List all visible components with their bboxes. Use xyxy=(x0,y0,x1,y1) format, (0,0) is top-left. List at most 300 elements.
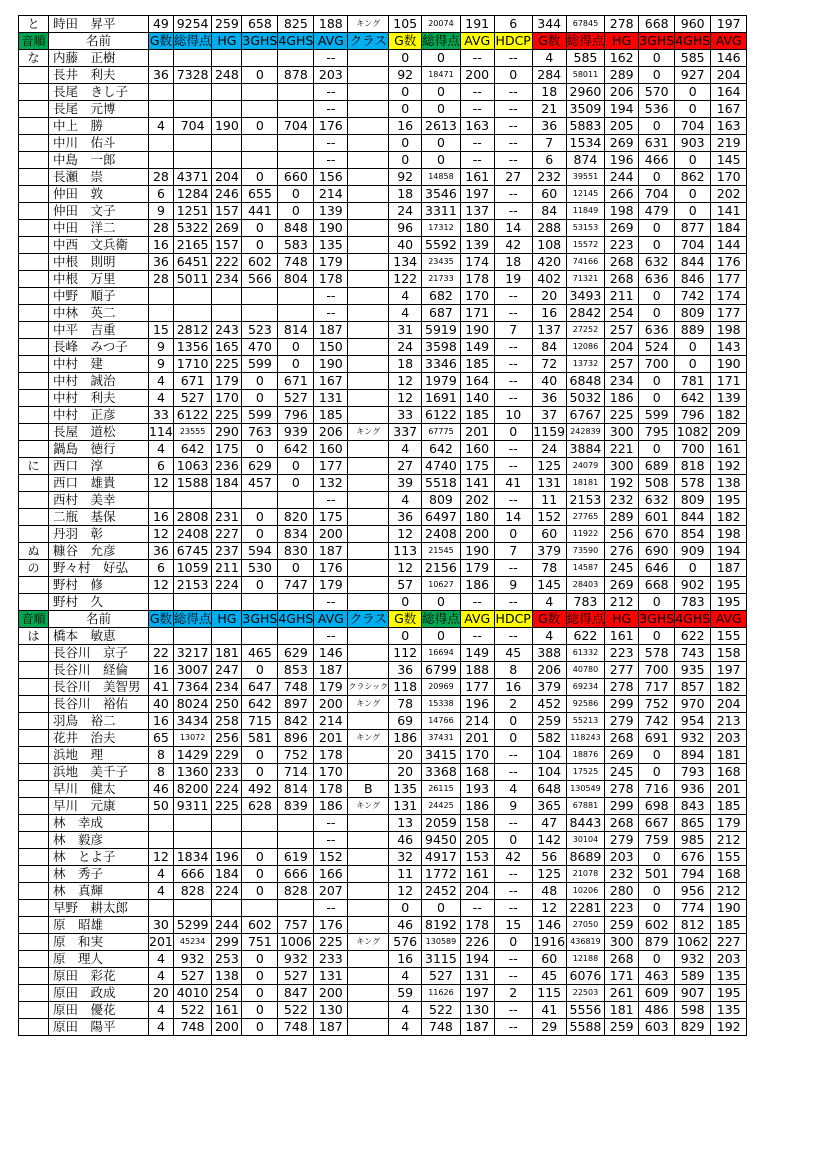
average-cell: 203 xyxy=(314,67,348,84)
cum-average-cell: 177 xyxy=(711,271,747,288)
period-total-cell: 6799 xyxy=(422,662,461,679)
cum-high-game-cell: 211 xyxy=(605,288,639,305)
cum-g-count-cell: 648 xyxy=(532,781,566,798)
3g-high-cell: 0 xyxy=(242,237,278,254)
initial-cell xyxy=(19,917,49,934)
name-cell: 長谷川 京子 xyxy=(49,645,149,662)
4g-high-cell: 527 xyxy=(278,390,314,407)
3g-high-cell: 465 xyxy=(242,645,278,662)
g-count-cell: 12 xyxy=(149,849,174,866)
cum-4g-high-cell: 985 xyxy=(675,832,711,849)
cum-average-cell: 203 xyxy=(711,951,747,968)
cum-total-cell: 67845 xyxy=(566,16,605,33)
cum-average-cell: 192 xyxy=(711,1019,747,1036)
g-count-cell: 8 xyxy=(149,747,174,764)
class-cell xyxy=(348,288,389,305)
table-row xyxy=(19,67,747,84)
3g-high-cell: 0 xyxy=(242,968,278,985)
cum-total-cell: 6848 xyxy=(566,373,605,390)
cum-4g-high-cell: 844 xyxy=(675,509,711,526)
initial-cell xyxy=(19,271,49,288)
3g-high-cell xyxy=(242,50,278,67)
table-row xyxy=(19,356,747,373)
high-game-cell xyxy=(212,152,242,169)
average-cell: 200 xyxy=(314,526,348,543)
cum-g-count-cell: 37 xyxy=(532,407,566,424)
3g-high-cell: 751 xyxy=(242,934,278,951)
period-total-cell: 4740 xyxy=(422,458,461,475)
4g-high-cell: 629 xyxy=(278,645,314,662)
cum-3g-high-cell: 466 xyxy=(639,152,675,169)
g-count-cell: 114 xyxy=(149,424,173,439)
cum-average-cell: 204 xyxy=(711,67,747,84)
class-cell xyxy=(348,509,389,526)
cum-g-count-cell: 60 xyxy=(532,526,566,543)
high-game-cell: 234 xyxy=(212,271,242,288)
cum-3g-high-cell: 0 xyxy=(639,441,675,458)
4g-high-cell: 642 xyxy=(278,441,314,458)
g-count-cell: 15 xyxy=(149,322,174,339)
class-cell xyxy=(348,560,389,577)
initial-cell: ぬ xyxy=(19,543,49,560)
total-score-cell: 2153 xyxy=(173,577,212,594)
total-score-cell: 9311 xyxy=(173,798,212,815)
cum-total-cell: 61332 xyxy=(566,645,605,662)
cum-average-cell: 167 xyxy=(711,101,747,118)
cum-g-count-cell: 379 xyxy=(532,543,566,560)
high-game-cell xyxy=(212,492,242,509)
name-cell: 花井 治夫 xyxy=(49,730,149,747)
header-total-score: 総得点 xyxy=(173,33,212,48)
4g-high-cell: 704 xyxy=(278,118,314,135)
initial-cell xyxy=(19,84,49,101)
period-total-cell: 4917 xyxy=(422,849,461,866)
initial-cell xyxy=(19,968,49,985)
name-cell: 鍋島 徳行 xyxy=(49,441,149,458)
period-total-cell: 21545 xyxy=(422,543,461,560)
period-total-cell: 522 xyxy=(422,1002,461,1019)
period-total-cell: 8192 xyxy=(422,917,461,934)
cum-high-game-cell: 198 xyxy=(605,203,639,220)
cum-total-cell: 74166 xyxy=(566,254,605,271)
4g-high-cell xyxy=(278,84,314,101)
cum-high-game-cell: 181 xyxy=(605,1002,639,1019)
cum-4g-high-cell: 781 xyxy=(675,373,711,390)
cum-high-game-cell: 268 xyxy=(605,951,639,968)
g-count-cell: 4 xyxy=(149,441,174,458)
total-score-cell: 5011 xyxy=(173,271,212,288)
cum-total-cell: 27765 xyxy=(566,509,605,526)
3g-high-cell: 0 xyxy=(242,67,278,84)
total-score-cell: 8200 xyxy=(173,781,212,798)
cum-total-cell: 118243 xyxy=(566,730,605,747)
cum-high-game-cell: 278 xyxy=(605,781,639,798)
handicap-cell: -- xyxy=(494,373,532,390)
cum-3g-high-cell: 0 xyxy=(639,67,675,84)
cum-g-count-cell: 45 xyxy=(532,968,566,985)
average-cell: 177 xyxy=(314,458,348,475)
cum-average-cell: 168 xyxy=(711,866,747,883)
cum-average-cell: 143 xyxy=(711,339,747,356)
g-count-cell: 49 xyxy=(149,16,174,33)
cum-high-game-cell: 300 xyxy=(605,458,639,475)
total-score-cell: 1251 xyxy=(173,203,212,220)
cum-4g-high-cell: 818 xyxy=(675,458,711,475)
cum-3g-high-cell: 479 xyxy=(639,203,675,220)
cum-3g-high-cell: 636 xyxy=(639,271,675,288)
cum-average-cell: 190 xyxy=(711,900,747,917)
total-score-cell: 3434 xyxy=(173,713,212,730)
cum-total-cell: 14587 xyxy=(566,560,605,577)
handicap-cell: -- xyxy=(494,135,532,152)
high-game-cell: 225 xyxy=(212,356,242,373)
initial-cell xyxy=(19,730,49,747)
average-cell: -- xyxy=(314,900,348,917)
table-row xyxy=(19,747,747,764)
total-score-cell: 4010 xyxy=(173,985,212,1002)
high-game-cell: 244 xyxy=(212,917,242,934)
4g-high-cell: 814 xyxy=(278,322,314,339)
period-g-count-cell: 24 xyxy=(389,339,422,356)
3g-high-cell: 0 xyxy=(242,373,278,390)
period-total-cell: 37431 xyxy=(422,730,461,747)
cum-g-count-cell: 137 xyxy=(532,322,566,339)
handicap-cell: -- xyxy=(494,1019,532,1036)
g-count-cell xyxy=(149,135,174,152)
cum-3g-high-cell: 0 xyxy=(639,594,675,611)
table-row xyxy=(19,985,747,1002)
cum-high-game-cell: 269 xyxy=(605,135,639,152)
average-cell: 187 xyxy=(314,1019,348,1036)
average-cell: 200 xyxy=(314,985,348,1002)
average-cell: 178 xyxy=(314,781,348,798)
high-game-cell: 258 xyxy=(212,713,242,730)
cum-4g-high-cell: 742 xyxy=(675,288,711,305)
high-game-cell: 196 xyxy=(212,849,242,866)
initial-cell: は xyxy=(19,628,49,645)
table-row xyxy=(19,169,747,186)
cum-g-count-cell: 206 xyxy=(532,662,566,679)
high-game-cell: 234 xyxy=(212,679,242,696)
g-count-cell: 46 xyxy=(149,781,174,798)
class-cell xyxy=(348,220,389,237)
cum-high-game-cell: 279 xyxy=(605,832,639,849)
handicap-cell: 0 xyxy=(494,934,532,951)
period-average-cell: 202 xyxy=(460,492,494,509)
handicap-cell: -- xyxy=(494,152,532,169)
average-cell: 225 xyxy=(314,934,348,951)
period-g-count-cell: 13 xyxy=(389,815,422,832)
cum-4g-high-cell: 1082 xyxy=(675,424,711,441)
3g-high-cell xyxy=(242,101,278,118)
initial-cell: な xyxy=(19,50,49,67)
initial-cell xyxy=(19,322,49,339)
cum-3g-high-cell: 700 xyxy=(639,662,675,679)
class-cell xyxy=(348,985,389,1002)
cum-g-count-cell: 12 xyxy=(532,900,566,917)
total-score-cell: 3007 xyxy=(173,662,212,679)
initial-cell xyxy=(19,900,49,917)
period-average-cell: 226 xyxy=(460,934,494,951)
cum-high-game-cell: 300 xyxy=(605,424,639,441)
cum-4g-high-cell: 0 xyxy=(675,101,711,118)
period-total-cell: 5518 xyxy=(422,475,461,492)
4g-high-cell: 619 xyxy=(278,849,314,866)
initial-cell: に xyxy=(19,458,49,475)
cum-4g-high-cell: 774 xyxy=(675,900,711,917)
high-game-cell xyxy=(212,135,242,152)
period-average-cell: 171 xyxy=(460,305,494,322)
cum-total-cell: 5588 xyxy=(566,1019,605,1036)
table-row xyxy=(19,849,747,866)
average-cell: 207 xyxy=(314,883,348,900)
cum-total-cell: 18876 xyxy=(566,747,605,764)
class-cell xyxy=(348,322,389,339)
cum-total-cell: 73590 xyxy=(566,543,605,560)
handicap-cell: -- xyxy=(494,339,532,356)
cum-4g-high-cell: 935 xyxy=(675,662,711,679)
g-count-cell: 36 xyxy=(149,67,174,84)
handicap-cell: -- xyxy=(494,594,532,611)
high-game-cell xyxy=(212,305,242,322)
high-game-cell: 222 xyxy=(212,254,242,271)
4g-high-cell: 747 xyxy=(278,577,314,594)
average-cell: 139 xyxy=(314,203,348,220)
period-average-cell: -- xyxy=(460,594,494,611)
cum-high-game-cell: 162 xyxy=(605,50,639,67)
name-cell: 中根 則明 xyxy=(49,254,149,271)
period-average-cell: 180 xyxy=(460,220,494,237)
total-score-cell xyxy=(173,101,212,118)
period-total-cell: 642 xyxy=(422,441,461,458)
name-cell: 中上 勝 xyxy=(49,118,149,135)
header-cum-high-game: HG xyxy=(605,611,639,628)
period-average-cell: 170 xyxy=(460,747,494,764)
class-cell xyxy=(348,203,389,220)
total-score-cell: 1588 xyxy=(173,475,212,492)
3g-high-cell: 628 xyxy=(242,798,278,815)
header-period-total: 総得点 xyxy=(422,611,460,626)
period-average-cell: 188 xyxy=(460,662,494,679)
initial-cell xyxy=(19,305,49,322)
cum-3g-high-cell: 0 xyxy=(639,288,675,305)
table-row xyxy=(19,373,747,390)
table-row xyxy=(19,152,747,169)
handicap-cell: -- xyxy=(494,458,532,475)
period-total-cell: 809 xyxy=(422,492,461,509)
cum-4g-high-cell: 0 xyxy=(675,356,711,373)
initial-cell xyxy=(19,220,49,237)
name-cell: 丹羽 彰 xyxy=(49,526,149,543)
cum-total-cell: 58011 xyxy=(566,67,605,84)
header-class: クラス xyxy=(349,611,387,626)
total-score-cell: 671 xyxy=(173,373,212,390)
name-cell: 長瀬 崇 xyxy=(49,169,149,186)
period-g-count-cell: 16 xyxy=(389,118,422,135)
handicap-cell: 2 xyxy=(494,696,532,713)
3g-high-cell: 715 xyxy=(242,713,278,730)
cum-4g-high-cell: 844 xyxy=(675,254,711,271)
cum-high-game-cell: 268 xyxy=(605,730,639,747)
4g-high-cell: 748 xyxy=(278,254,314,271)
period-g-count-cell: 36 xyxy=(389,662,422,679)
high-game-cell: 175 xyxy=(212,441,242,458)
4g-high-cell: 939 xyxy=(278,424,314,441)
period-total-cell: 24425 xyxy=(422,798,461,815)
period-total-cell: 2613 xyxy=(422,118,461,135)
cum-4g-high-cell: 794 xyxy=(675,866,711,883)
cum-4g-high-cell: 676 xyxy=(675,849,711,866)
handicap-cell: 0 xyxy=(494,526,532,543)
high-game-cell: 184 xyxy=(212,866,242,883)
table-row xyxy=(19,883,747,900)
cum-average-cell: 195 xyxy=(711,577,747,594)
handicap-cell: 15 xyxy=(494,917,532,934)
cum-total-cell: 39551 xyxy=(566,169,605,186)
cum-g-count-cell: 24 xyxy=(532,441,566,458)
period-total-cell: 2408 xyxy=(422,526,461,543)
cum-3g-high-cell: 691 xyxy=(639,730,675,747)
period-average-cell: 175 xyxy=(460,458,494,475)
3g-high-cell: 492 xyxy=(242,781,278,798)
initial-cell xyxy=(19,934,49,951)
name-cell: 野村 修 xyxy=(49,577,149,594)
table-row xyxy=(19,951,747,968)
table-row xyxy=(19,441,747,458)
handicap-cell: 42 xyxy=(494,849,532,866)
cum-average-cell: 161 xyxy=(711,441,747,458)
cum-3g-high-cell: 0 xyxy=(639,237,675,254)
3g-high-cell xyxy=(242,492,278,509)
4g-high-cell: 527 xyxy=(278,968,314,985)
cum-total-cell: 24079 xyxy=(566,458,605,475)
cum-g-count-cell: 4 xyxy=(532,628,566,645)
total-score-cell: 1360 xyxy=(173,764,212,781)
cum-average-cell: 163 xyxy=(711,118,747,135)
class-cell xyxy=(348,356,389,373)
table-row xyxy=(19,271,747,288)
handicap-cell: 18 xyxy=(494,254,532,271)
table-row xyxy=(19,186,747,203)
4g-high-cell: 842 xyxy=(278,713,314,730)
initial-cell xyxy=(19,849,49,866)
period-g-count-cell: 576 xyxy=(389,934,422,951)
cum-g-count-cell: 104 xyxy=(532,764,566,781)
cum-average-cell: 187 xyxy=(711,560,747,577)
cum-total-cell: 3493 xyxy=(566,288,605,305)
handicap-cell: -- xyxy=(494,390,532,407)
g-count-cell: 22 xyxy=(149,645,174,662)
header-period-average: AVG xyxy=(460,611,494,628)
table-row xyxy=(19,662,747,679)
average-cell: 130 xyxy=(314,1002,348,1019)
high-game-cell: 157 xyxy=(212,203,242,220)
period-g-count-cell: 12 xyxy=(389,560,422,577)
cum-g-count-cell: 288 xyxy=(532,220,566,237)
4g-high-cell: 848 xyxy=(278,220,314,237)
period-total-cell: 682 xyxy=(422,288,461,305)
header-cum-3g-high: 3GHS xyxy=(639,611,675,626)
name-cell: 早川 健太 xyxy=(49,781,149,798)
4g-high-cell xyxy=(278,135,314,152)
handicap-cell: -- xyxy=(494,118,532,135)
cum-high-game-cell: 245 xyxy=(605,764,639,781)
cum-3g-high-cell: 752 xyxy=(639,696,675,713)
total-score-cell xyxy=(173,628,212,645)
average-cell: 150 xyxy=(314,339,348,356)
cum-g-count-cell: 11 xyxy=(532,492,566,509)
period-average-cell: 191 xyxy=(460,16,494,33)
cum-total-cell: 8443 xyxy=(566,815,605,832)
cum-average-cell: 198 xyxy=(711,526,747,543)
cum-g-count-cell: 48 xyxy=(532,883,566,900)
initial-cell xyxy=(19,203,49,220)
header-period-average: AVG xyxy=(460,33,494,50)
class-cell xyxy=(348,407,389,424)
initial-cell xyxy=(19,815,49,832)
cum-average-cell: 212 xyxy=(711,883,747,900)
total-score-cell: 1710 xyxy=(173,356,212,373)
period-g-count-cell: 0 xyxy=(389,50,422,67)
header-initial: 音順 xyxy=(19,33,49,50)
high-game-cell: 250 xyxy=(212,696,242,713)
average-cell: 178 xyxy=(314,747,348,764)
4g-high-cell: 825 xyxy=(278,16,314,33)
initial-cell xyxy=(19,866,49,883)
g-count-cell: 28 xyxy=(149,271,174,288)
cum-average-cell: 145 xyxy=(711,152,747,169)
cum-g-count-cell: 78 xyxy=(532,560,566,577)
handicap-cell: -- xyxy=(494,747,532,764)
cum-high-game-cell: 278 xyxy=(605,679,639,696)
cum-g-count-cell: 344 xyxy=(532,16,566,33)
total-score-cell xyxy=(173,815,212,832)
header-cum-3g-high: 3GHS xyxy=(639,33,675,48)
4g-high-cell: 583 xyxy=(278,237,314,254)
cum-high-game-cell: 257 xyxy=(605,356,639,373)
period-total-cell: 3415 xyxy=(422,747,461,764)
cum-average-cell: 190 xyxy=(711,356,747,373)
cum-total-cell: 69234 xyxy=(566,679,605,696)
period-g-count-cell: 0 xyxy=(389,594,422,611)
table-row xyxy=(19,50,747,67)
3g-high-cell: 602 xyxy=(242,917,278,934)
initial-cell xyxy=(19,713,49,730)
cum-3g-high-cell: 0 xyxy=(639,373,675,390)
table-row xyxy=(19,458,747,475)
average-cell: -- xyxy=(314,832,348,849)
4g-high-cell: 0 xyxy=(278,475,314,492)
class-cell: キング xyxy=(348,16,389,33)
cum-3g-high-cell: 636 xyxy=(639,322,675,339)
cum-3g-high-cell: 0 xyxy=(639,764,675,781)
period-total-cell: 0 xyxy=(422,152,461,169)
4g-high-cell: 748 xyxy=(278,679,314,696)
period-g-count-cell: 0 xyxy=(389,628,422,645)
cum-3g-high-cell: 463 xyxy=(639,968,675,985)
total-score-cell xyxy=(173,900,212,917)
g-count-cell: 4 xyxy=(149,951,174,968)
cum-4g-high-cell: 889 xyxy=(675,322,711,339)
total-score-cell: 1356 xyxy=(173,339,212,356)
handicap-cell: -- xyxy=(494,560,532,577)
high-game-cell xyxy=(212,815,242,832)
cum-4g-high-cell: 589 xyxy=(675,968,711,985)
cum-average-cell: 227 xyxy=(711,934,747,951)
handicap-cell: 27 xyxy=(494,169,532,186)
cum-4g-high-cell: 783 xyxy=(675,594,711,611)
class-cell xyxy=(348,917,389,934)
